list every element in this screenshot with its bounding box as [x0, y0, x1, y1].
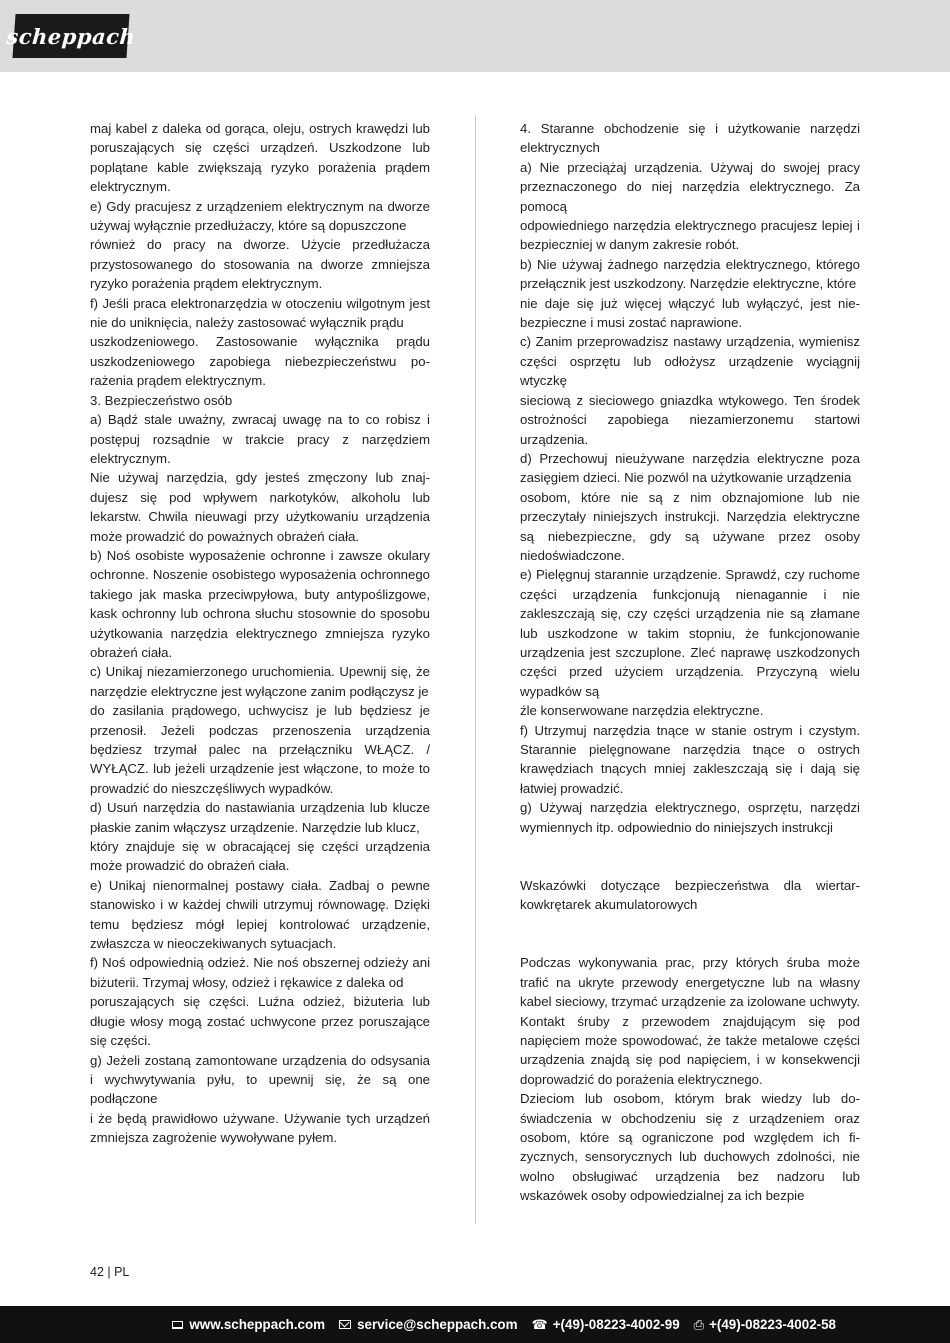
paragraph: f) Jeśli praca elektronarzędzia w otoczeniu wilgotnym jest nie do uniknięcia, należy zastosować wyłącznik prądu [90, 295, 430, 331]
blank-line [520, 915, 860, 934]
paragraph: a) Nie przeciążaj urządzenia. Używaj do swojej pracy przeznaczonego do niej narzędzia elektrycznego. Za pomocą [520, 159, 860, 214]
section-heading: Wskazówki dotyczące bezpieczeństwa dla wiertarkowkrętarek akumulatorowych [520, 877, 860, 913]
fax-icon: ⎙ [693, 1316, 705, 1332]
paragraph: osobom, które nie są z nim obznajomione lub nie przeczytały niniejszych instrukcji. Narzędzia elektryczne są niebezpieczne, gdy są używane przez osoby niedoświadczone. [520, 489, 860, 563]
left-text-column [90, 119, 430, 1229]
paragraph: d) Przechowuj nieużywane narzędzia elektryczne poza zasięgiem dzieci. Nie pozwól na użytkowanie urządzenia [520, 450, 860, 486]
email-link[interactable]: service@scheppach.com [357, 1317, 518, 1332]
paragraph: również do pracy na dworze. Użycie przedłużacza przystosowanego do stosowania na dworze zmniejsza ryzyko porażenia prądem elektrycznym. [90, 237, 430, 292]
paragraph: Podczas wykonywania prac, przy których śruba może trafić na ukryte przewody energetyczne lub na własny kabel sieciowy, trzymać urządzenie za izolowane uchwyty. Kontakt śruby z przewodem znajdującym się pod napięciem może spowodować, że także metalowe części urządzenia znajdą się pod napięciem, i w konsekwencji doprowadzić do porażenia elektrycznego. [520, 955, 860, 1087]
paragraph: nie daje się już więcej włączyć lub wyłączyć, jest niebezpieczne i musi zostać naprawione. [520, 295, 860, 331]
paragraph: e) Unikaj nienormalnej postawy ciała. Zadbaj o pewne stanowisko i w każdej chwili utrzymuj równowagę. Dzięki temu będziesz mógł lepiej kontrolować urządzenie, zwłaszcza w nieoczekiwanych sytuacjach. [90, 877, 430, 952]
paragraph: sieciową z sieciowego gniazdka wtykowego. Ten środek ostrożności zapobiega niezamierzonemu startowi urządzenia. [520, 392, 860, 447]
website-link[interactable]: www.scheppach.com [189, 1317, 326, 1332]
paragraph: c) Zanim przeprowadzisz nastawy urządzenia, wymienisz części osprzętu lub odłożysz urządzenie wyciągnij wtyczkę [520, 334, 860, 389]
phone-icon: ☎ [531, 1316, 548, 1332]
paragraph: do zasilania prądowego, uchwycisz je lub będziesz je przenosił. Jeżeli podczas przenoszenia urządzenia będziesz trzymał palec na przełączniku WŁĄCZ. / WYŁĄCZ. lub jeżeli urządzenie jest włączone, to może to prowadzić do nieszczęśliwych wypadków. [90, 703, 430, 796]
paragraph: b) Noś osobiste wyposażenie ochronne i zawsze okulary ochronne. Noszenie osobistego wyposażenia ochronnego takiego jak maska przeciwpyłowa, buty antypoślizgowe, kask ochronny lub ochrona słuchu stosownie do sposobu użytkowania narzędzia elektrycznego zmniejsza ryzyko obrażeń ciała. [90, 547, 430, 660]
footer-website[interactable] [172, 1317, 325, 1332]
column-divider [475, 116, 476, 1224]
paragraph: źle konserwowane narzędzia elektryczne. [520, 703, 764, 719]
footer-phone [532, 1317, 680, 1333]
paragraph: i że będą prawidłowo używane. Używanie tych urządzeń zmniejsza zagrożenie wywoływane pyłem. [90, 1110, 430, 1146]
paragraph: a) Bądź stale uważny, zwracaj uwagę na to co robisz i postępuj rozsądnie w trakcie pracy z narzędziem elektrycznym. [90, 412, 430, 466]
section-heading: 4. Staranne obchodzenie się i użytkowanie narzędzi elektrycznych [520, 121, 860, 156]
paragraph: f) Utrzymuj narzędzia tnące w stanie ostrym i czystym. Starannie pielęgnowane narzędzia tnące o ostrych krawędziach tnących mniej zakleszczają się i dają się łatwiej prowadzić. [520, 722, 860, 796]
paragraph: poruszających się części. Luźna odzież, biżuteria lub długie włosy mogą zostać uchwycone przez poruszające się części. [90, 994, 430, 1049]
footer-email[interactable] [339, 1317, 517, 1332]
blank-line [520, 837, 860, 856]
paragraph: maj kabel z daleka od gorąca, oleju, ostrych krawędzi lub poruszających się części urządzeń. Uszkodzone lub poplątane kable zwiększają ryzyko porażenia prądem elektrycznym. [90, 121, 430, 195]
fax-number: +(49)-08223-4002-58 [709, 1317, 836, 1332]
footer-band [0, 1306, 950, 1343]
paragraph: Dzieciom lub osobom, którym brak wiedzy lub doświadczenia w obchodzeniu się z urządzeniem oraz osobom, które są ograniczone pod względem ich fizycznych, sensorycznych lub duchowych zdolności, nie wolno obsługiwać urządzenia bez nadzoru lub wskazówek osoby odpowiedzialnej za ich bezpie [520, 1091, 860, 1204]
paragraph: uszkodzeniowego. Zastosowanie wyłącznika prądu uszkodzeniowego zapobiega niebezpieczeństwu porażenia prądem elektrycznym. [90, 334, 430, 389]
blank-line [520, 856, 860, 875]
paragraph: g) Jeżeli zostaną zamontowane urządzenia do odsysania i wychwytywania pyłu, to upewnij się, że są one podłączone [90, 1052, 430, 1107]
paragraph: e) Gdy pracujesz z urządzeniem elektrycznym na dworze używaj wyłącznie przedłużaczy, które są dopuszczone [90, 198, 430, 234]
paragraph: d) Usuń narzędzia do nastawiania urządzenia lub klucze płaskie zanim włączysz urządzenie. Narzędzie lub klucz, [90, 800, 430, 835]
paragraph: c) Unikaj niezamierzonego uruchomienia. Upewnij się, że narzędzie elektryczne jest wyłączone zanim podłączysz je [90, 664, 430, 699]
phone-number: +(49)-08223-4002-99 [552, 1317, 680, 1332]
blank-line [520, 934, 860, 953]
footer-fax [694, 1317, 836, 1333]
section-heading: 3. Bezpieczeństwo osób [90, 392, 233, 408]
paragraph: e) Pielęgnuj starannie urządzenie. Sprawdź, czy ruchome części urządzenia funkcjonują nienagannie i nie zakleszczają się, czy części urządzenia nie są złamane lub uszkodzone w takim stopniu, że funkcjonowanie urządzenia jest szczuplone. Zleć naprawę uszkodzonych części przed użyciem urządzenia. Przyczyną wielu wypadków są [520, 567, 860, 699]
paragraph: który znajduje się w obracającej się części urządzenia może prowadzić do obrażeń ciała. [90, 839, 430, 874]
page-number: 42 | PL [90, 1265, 130, 1279]
paragraph: Nie używaj narzędzia, gdy jesteś zmęczony lub znajdujesz się pod wpływem narkotyków, alkoholu lub lekarstw. Chwila nieuwagi przy użytkowaniu urządzenia może prowadzić do poważnych obrażeń ciała. [90, 470, 430, 544]
paragraph: odpowiedniego narzędzia elektrycznego pracujesz lepiej i bezpieczniej w danym zakresie robót. [520, 218, 860, 253]
scheppach-logo: scheppach [12, 14, 129, 58]
paragraph: g) Używaj narzędzia elektrycznego, osprzętu, narzędzi wymiennych itp. odpowiednio do niniejszych instrukcji [520, 800, 860, 835]
right-text-column [520, 119, 860, 1229]
paragraph: b) Nie używaj żadnego narzędzia elektrycznego, którego przełącznik jest uszkodzony. Narzędzie elektryczne, które [520, 256, 860, 292]
computer-icon [172, 1321, 183, 1329]
header-band [0, 0, 950, 72]
mail-icon [339, 1320, 351, 1329]
paragraph: f) Noś odpowiednią odzież. Nie noś obszernej odzieży ani biżuterii. Trzymaj włosy, odzież i rękawice z daleka od [90, 955, 430, 990]
